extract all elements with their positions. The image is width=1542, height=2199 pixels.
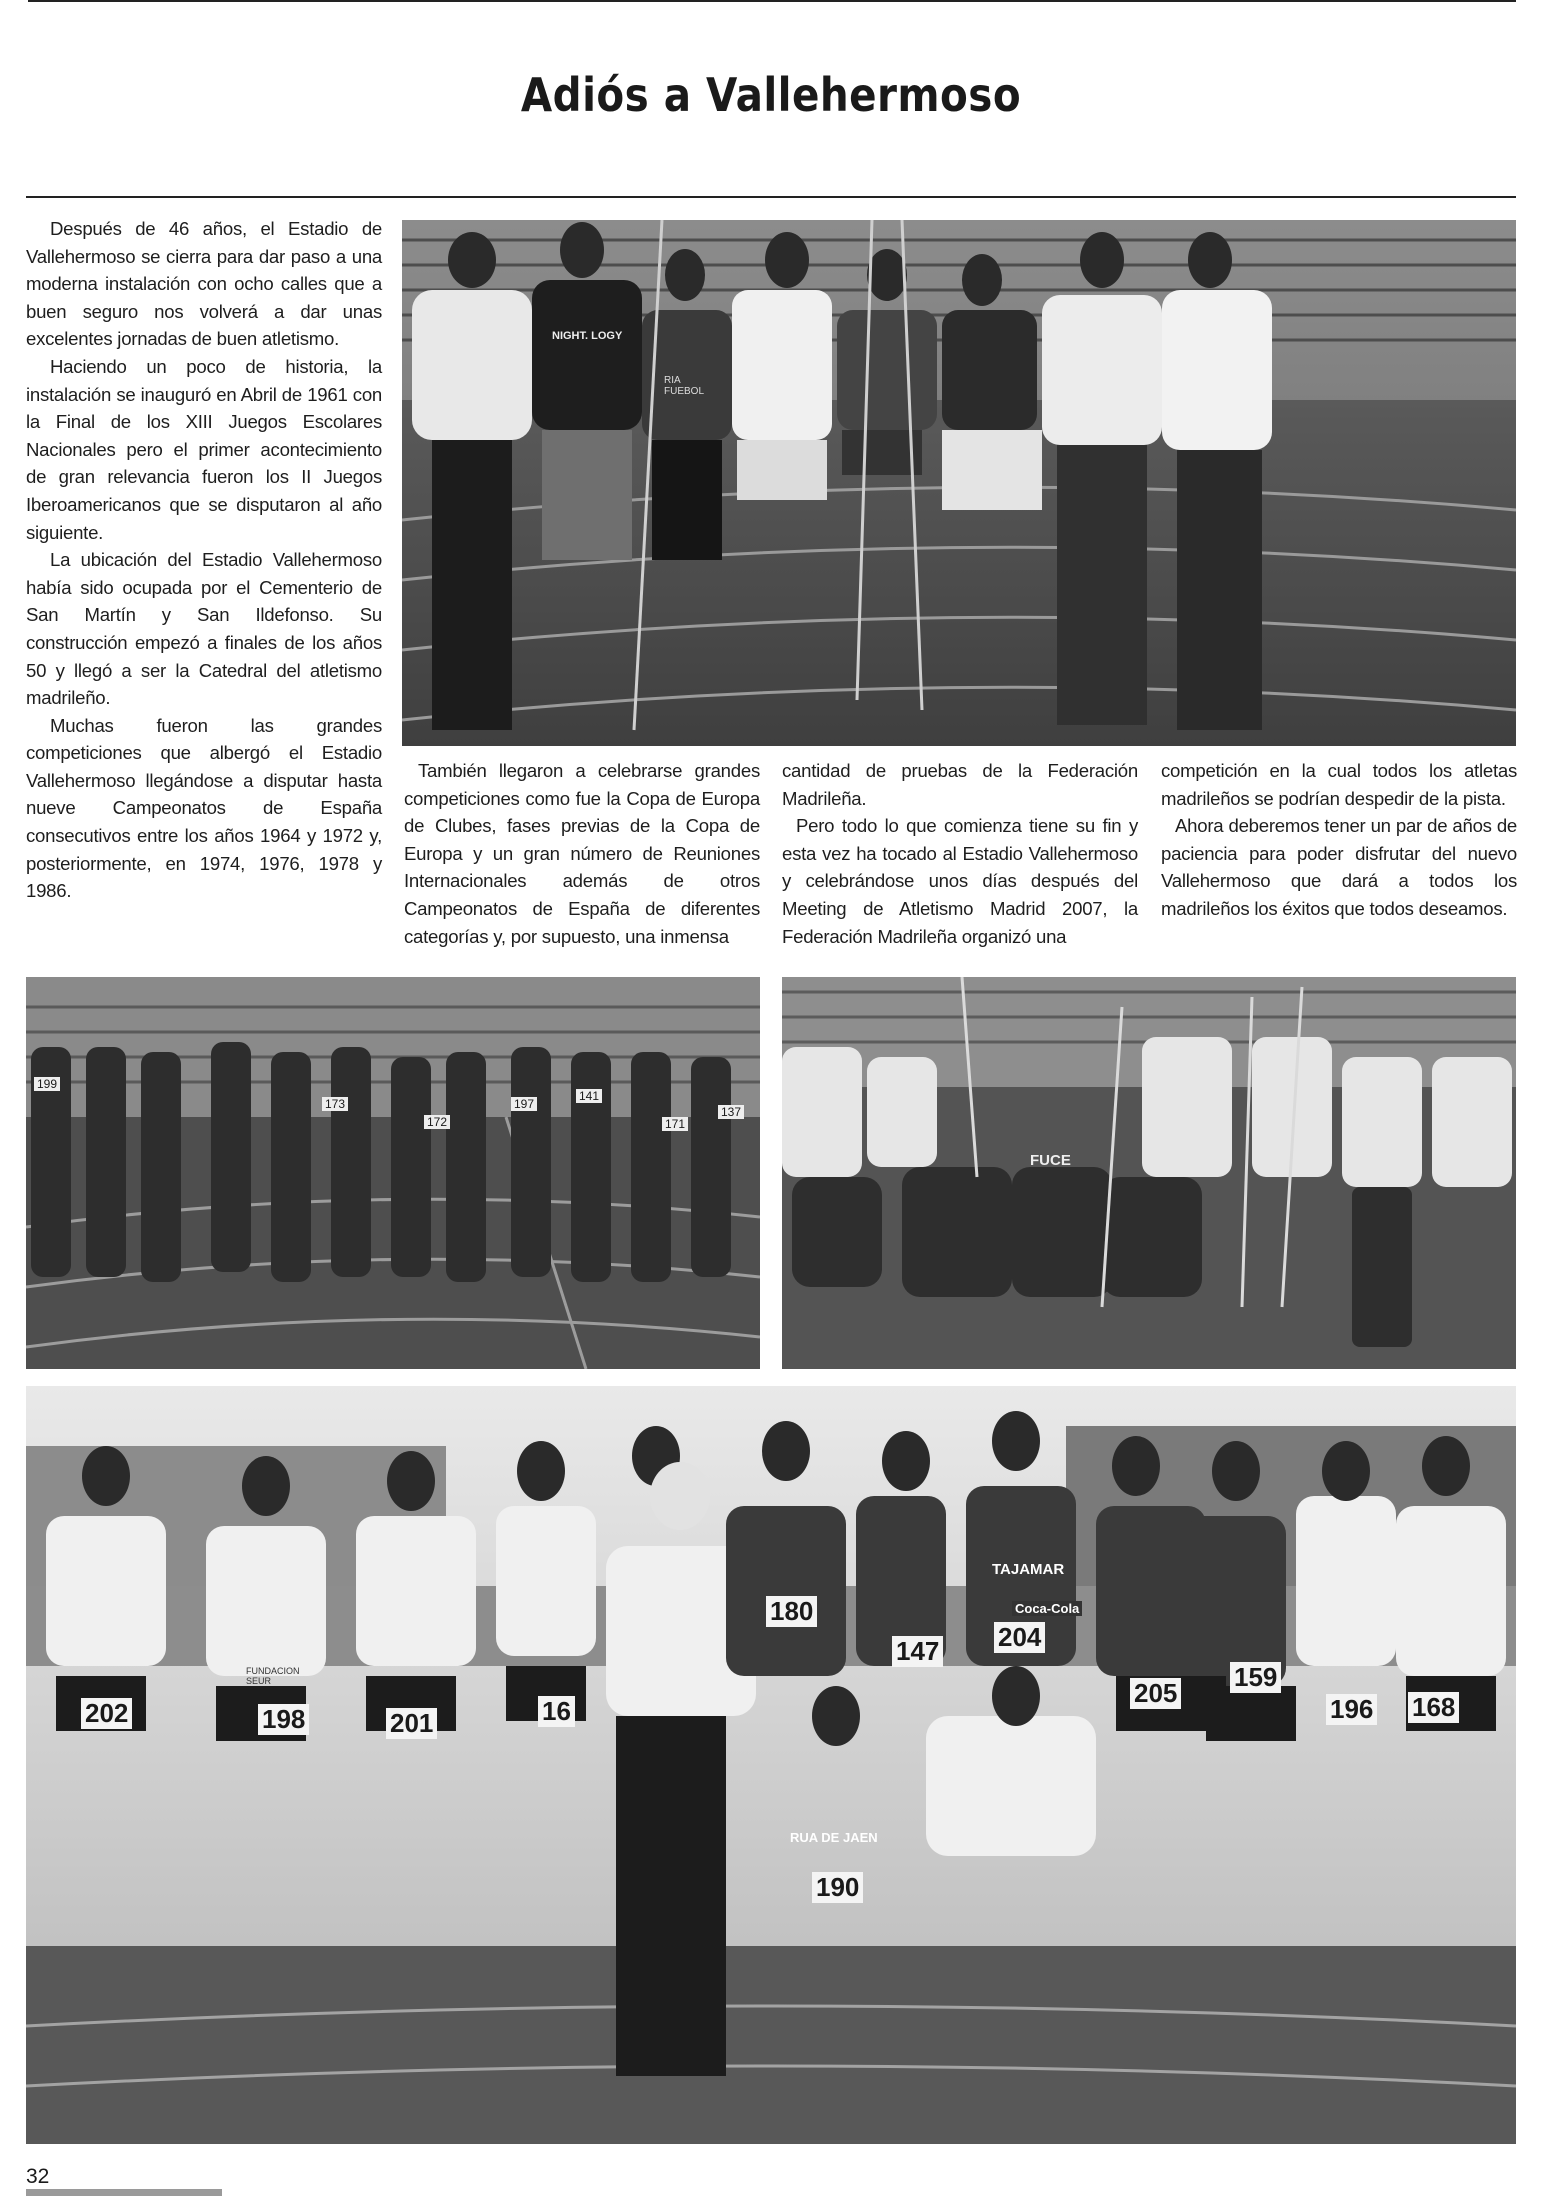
top-rule [28,0,1516,2]
article-column-3 [782,757,1138,950]
bib: 202 [81,1698,132,1729]
bib: 172 [424,1115,450,1129]
article-column-4-text-b: Ahora deberemos tener un par de años de paciencia para poder disfrutar del nuevo Vallehermoso que dará a todos los madrileños los éxitos que todos deseamos. [1161,815,1517,919]
article-paragraph-2: Haciendo un poco de historia, la instalación se inauguró en Abril de 1961 con la Final de los XIII Juegos Escolares Nacionales pero el primer acontecimiento de gran relevancia fueron los II Juegos Iberoamericanos que se disputaron al año siguiente. [26,355,382,543]
bib: 190 [812,1872,863,1903]
bib: 173 [322,1097,348,1111]
shirt-text-ria-futbol: RIA FUEBOL [664,375,705,397]
shirt-text-fundacion-seur: FUNDACION SEUR [246,1666,300,1686]
bib: 204 [994,1622,1045,1653]
photo-officials-and-athletes [402,220,1516,746]
shirt-text-night-logy: NIGHT. LOGY [552,330,623,342]
article-paragraph-1: Después de 46 años, el Estadio de Vallehermoso se cierra para dar paso a una moderna instalación con ocho calles que a buen seguro nos volverá a dar unas excelentes jornadas de buen atletismo. [26,218,382,350]
runner-bibs [26,977,760,1369]
article-column-2-text: También llegaron a celebrarse grandes competiciones como fue la Copa de Europa de Clubes, fases previas de la Copa de Europa y un gran número de Reuniones Internacionales además de otros Campeonatos de España de diferentes categorías y, por supuesto, una inmensa [404,760,760,947]
bib: 141 [576,1089,602,1103]
page-title: Adiós a Vallehermoso [520,68,1022,122]
photo-officials-and-athletes-image [402,220,1516,746]
article-column-4-text-a: competición en la cual todos los atletas madrileños se podrían despedir de la pista. [1161,760,1517,809]
photo-javelin-group-image [782,977,1516,1369]
article-column-2 [404,757,760,950]
footer-bar [26,2189,222,2196]
bib: 196 [1326,1694,1377,1725]
article-column-4 [1161,757,1517,923]
shirt-text-fuce: FUCE [1030,1152,1071,1169]
bib: 168 [1408,1692,1459,1723]
final-group-bibs [26,1386,1516,2144]
article-left-column [26,215,382,905]
shirt-text-coca-cola: Coca-Cola [1012,1601,1082,1616]
bib: 147 [892,1636,943,1667]
page-number: 32 [26,2165,50,2188]
photo-runners-at-start [26,977,760,1369]
bib: 137 [718,1105,744,1119]
article-paragraph-3: La ubicación del Estadio Vallehermoso había sido ocupada por el Cementerio de San Martín y San Ildefonso. Su construcción empezó a finales de los años 50 y llegó a ser la Catedral del atletismo madrileño. [26,549,382,709]
bib: 171 [662,1117,688,1131]
bib: 205 [1130,1678,1181,1709]
bib: 180 [766,1596,817,1627]
article-column-3-text-b: Pero todo lo que comienza tiene su fin y esta vez ha tocado al Estadio Vallehermoso y celebrándose unos días después del Meeting de Atletismo Madrid 2007, la Federación Madrileña organizó una [782,815,1138,947]
shirt-text-tajamar: TAJAMAR [992,1561,1065,1578]
photo-javelin-group [782,977,1516,1369]
article-column-3-text-a: cantidad de pruebas de la Federación Madrileña. [782,760,1138,809]
shirt-text-rua-de-jaen: RUA DE JAEN [790,1830,878,1845]
article-paragraph-4: Muchas fueron las grandes competiciones que albergó el Estadio Vallehermoso llegándose a disputar hasta nueve Campeonatos de España consecutivos entre los años 1964 y 1972 y, posteriormente, en 1974, 1976, 1978 y 1986. [26,714,382,902]
bib: 201 [386,1708,437,1739]
bib: 198 [258,1704,309,1735]
bib: 16 [538,1696,575,1727]
bib: 159 [1230,1662,1281,1693]
title-rule [26,196,1516,198]
bib: 199 [34,1077,60,1091]
bib: 197 [511,1097,537,1111]
photo-final-group [26,1386,1516,2144]
